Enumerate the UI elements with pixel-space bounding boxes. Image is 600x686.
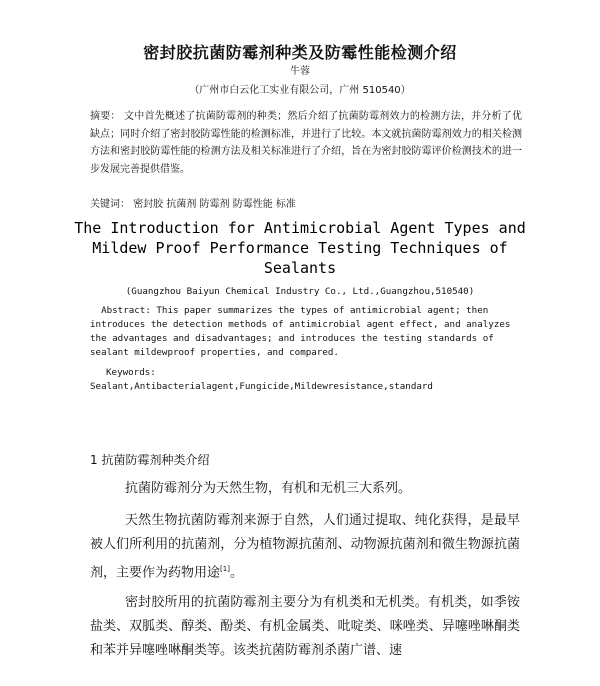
citation-ref: [1] — [220, 565, 230, 573]
english-affiliation: (Guangzhou Baiyun Chemical Industry Co., Ltd.,Guangzhou,510540) — [125, 286, 475, 297]
chinese-abstract-label: 摘要： — [90, 111, 121, 122]
chinese-title: 密封胶抗菌防霉剂种类及防霉性能检测介绍 — [143, 43, 457, 62]
english-title: The Introduction for Antimicrobial Agent Types and Mildew Proof Performance Testing Techniques of Sealants — [74, 219, 526, 277]
section-heading: 1 抗菌防霉剂种类介绍 — [90, 453, 210, 467]
english-keywords-label: Keywords: — [106, 367, 156, 378]
chinese-keywords-text: 密封胶 抗菌剂 防霉剂 防霉性能 标准 — [133, 199, 296, 210]
chinese-abstract-text: 文中首先概述了抗菌防霉剂的种类；然后介绍了抗菌防霉剂效力的检测方法，并分析了优缺点；同时介绍了密封胶防霉性能的检测标准，并进行了比较。本文就抗菌防霉剂效力的相关检测方法和密封胶防霉性能的检测方法及相关标准进行了介绍，旨在为密封胶防霉评价检测技术的进一步发展完善提供借鉴。 — [90, 111, 523, 175]
paragraph-1: 抗菌防霉剂分为天然生物，有机和无机三大系列。 — [125, 481, 412, 496]
paragraph-2-text: 天然生物抗菌防霉剂来源于自然，人们通过提取、纯化获得，是最早被人们所利用的抗菌剂，分为植物源抗菌剂、动物源抗菌剂和微生物源抗菌剂，主要作为药物用途 — [90, 513, 520, 581]
paragraph-2-end: 。 — [229, 565, 243, 581]
chinese-keywords-label: 关键词： — [90, 199, 130, 210]
english-abstract: Abstract: This paper summarizes the types of antimicrobial agent; then introduces the detection methods of antimicrobial agent effect, and analyzes the advantages and disadvantages; and introduces the testing standards of sealant mildewproof properties, and compared. — [90, 305, 516, 358]
author: 牛蓉 — [290, 66, 310, 77]
english-keywords: Sealant,Antibacterialagent,Fungicide,Mildewresistance,standard — [90, 381, 433, 392]
chinese-abstract — [90, 108, 522, 178]
paragraph-2 — [90, 509, 520, 585]
chinese-affiliation: （广州市白云化工实业有限公司，广州 510540） — [189, 85, 411, 96]
chinese-keywords — [90, 195, 522, 210]
paragraph-3: 密封胶所用的抗菌防霉剂主要分为有机类和无机类。有机类，如季铵盐类、双胍类、醇类、酚类、有机金属类、吡啶类、咪唑类、异噻唑啉酮类和苯并异噻唑啉酮类等。该类抗菌防霉剂杀菌广谱、速 — [90, 595, 520, 658]
